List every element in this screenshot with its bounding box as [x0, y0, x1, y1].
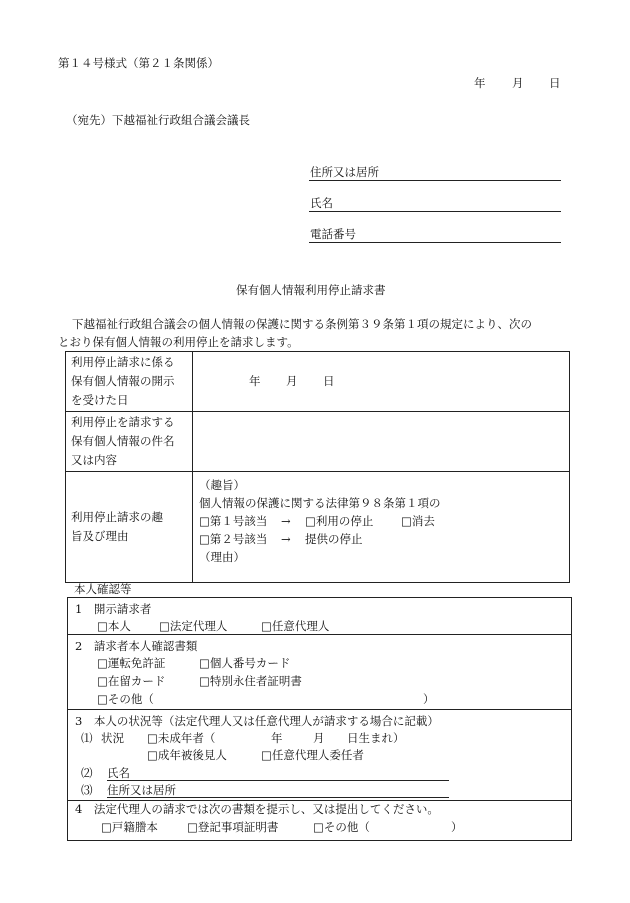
disclosure-date-label-line: を受けた日 — [71, 393, 129, 407]
table-row-disclosure-date — [66, 352, 570, 412]
subject-label-line: 又は内容 — [71, 453, 117, 467]
subject-label-line: 利用停止を請求する — [71, 415, 175, 429]
identity-divider — [68, 709, 571, 710]
intro-line-1: 下越福祉行政組合議会の個人情報の保護に関する条例第３９条第１項の規定により、次の — [72, 317, 532, 331]
minor-birth-year-label: 年 — [271, 731, 283, 745]
item1-checkbox[interactable]: □第１号該当 — [199, 514, 268, 528]
disclosure-date-label-line: 利用停止請求に係る — [71, 355, 175, 369]
residence-card-checkbox[interactable]: □在留カード — [97, 674, 166, 688]
other-document-checkbox[interactable]: □その他（ — [313, 820, 370, 834]
table-row-purpose-reason — [66, 472, 570, 583]
section-4-title: 4 法定代理人の請求では次の書類を提示し、又は提出してください。 — [75, 802, 439, 816]
erase-checkbox[interactable]: □消去 — [401, 514, 435, 528]
subject-label — [66, 412, 193, 472]
requester-name-label: 氏名 — [310, 196, 333, 210]
status-label: 状況 — [101, 731, 124, 745]
principal-address-number: ⑶ — [81, 783, 93, 797]
minor-checkbox[interactable]: □未成年者（ — [147, 731, 216, 745]
purpose-reason-label-line: 利用停止請求の趣 — [71, 510, 163, 524]
my-number-card-checkbox[interactable]: □個人番号カード — [199, 656, 291, 670]
section-1-title: 1 開示請求者 — [75, 602, 152, 616]
disclosure-date-field[interactable] — [193, 352, 570, 412]
principal-name-number: ⑵ — [81, 766, 93, 780]
special-permanent-resident-checkbox[interactable]: □特別永住者証明書 — [199, 674, 302, 688]
principal-checkbox[interactable]: □任意代理人委任者 — [261, 748, 364, 762]
section-2-title: 2 請求者本人確認書類 — [75, 639, 198, 653]
requester-address-line[interactable] — [309, 180, 561, 181]
self-checkbox[interactable]: □本人 — [97, 619, 131, 633]
item2-checkbox[interactable]: □第２号該当 — [199, 532, 268, 546]
identity-divider — [68, 634, 571, 635]
subject-field[interactable] — [193, 412, 570, 472]
disclosure-day-label: 日 — [323, 374, 335, 388]
requester-phone-label: 電話番号 — [310, 227, 356, 241]
intro-line-2: とおり保有個人情報の利用停止を請求します。 — [58, 335, 299, 349]
other-document-close-paren: ） — [451, 820, 463, 834]
purpose-reason-label-line: 旨及び理由 — [71, 529, 129, 543]
principal-address-line[interactable] — [107, 797, 449, 798]
request-table — [65, 351, 570, 583]
provision-stop-text: 提供の停止 — [305, 532, 363, 546]
legal-agent-checkbox[interactable]: □法定代理人 — [159, 619, 228, 633]
identity-divider — [68, 800, 571, 801]
principal-name-line[interactable] — [107, 780, 449, 781]
drivers-license-checkbox[interactable]: □運転免許証 — [97, 656, 166, 670]
use-stop-checkbox[interactable]: □利用の停止 — [305, 514, 374, 528]
table-row-subject — [66, 412, 570, 472]
reason-heading: （理由） — [199, 550, 245, 564]
disclosure-month-label: 月 — [286, 374, 298, 388]
section-3-title: 3 本人の状況等（法定代理人又は任意代理人が請求する場合に記載） — [75, 714, 439, 728]
addressee: （宛先）下越福祉行政組合議会議長 — [66, 113, 250, 127]
disclosure-year-label: 年 — [249, 374, 261, 388]
requester-name-line[interactable] — [309, 211, 561, 212]
disclosure-date-label-line: 保有個人情報の開示 — [71, 374, 175, 388]
minor-birth-month-label: 月 — [313, 731, 325, 745]
requester-phone-line[interactable] — [309, 242, 561, 243]
voluntary-agent-checkbox[interactable]: □任意代理人 — [261, 619, 330, 633]
item2-arrow: → — [281, 532, 291, 546]
purpose-text: 個人情報の保護に関する法律第９８条第１項の — [199, 496, 441, 510]
principal-name-label: 氏名 — [107, 766, 130, 780]
date-month-label: 月 — [512, 76, 524, 90]
date-day-label: 日 — [549, 76, 561, 90]
purpose-heading: （趣旨） — [199, 478, 245, 492]
requester-address-label: 住所又は居所 — [310, 165, 379, 179]
document-title: 保有個人情報利用停止請求書 — [236, 283, 386, 297]
status-number: ⑴ — [81, 731, 93, 745]
family-register-checkbox[interactable]: □戸籍謄本 — [101, 820, 158, 834]
other-id-checkbox[interactable]: □その他（ — [97, 692, 154, 706]
identity-heading: 本人確認等 — [74, 582, 132, 596]
subject-label-line: 保有個人情報の件名 — [71, 434, 175, 448]
registry-certificate-checkbox[interactable]: □登記事項証明書 — [187, 820, 279, 834]
form-number: 第１４号様式（第２１条関係） — [58, 56, 219, 70]
identity-box — [67, 597, 572, 841]
date-year-label: 年 — [474, 76, 486, 90]
item1-arrow: → — [281, 514, 291, 528]
disclosure-date-label — [66, 352, 193, 412]
adult-ward-checkbox[interactable]: □成年被後見人 — [147, 748, 227, 762]
principal-address-label: 住所又は居所 — [107, 783, 176, 797]
purpose-reason-field[interactable] — [193, 472, 570, 583]
other-id-close-paren: ） — [423, 692, 435, 706]
minor-birth-day-label: 日生まれ） — [347, 731, 405, 745]
purpose-reason-label — [66, 472, 193, 583]
